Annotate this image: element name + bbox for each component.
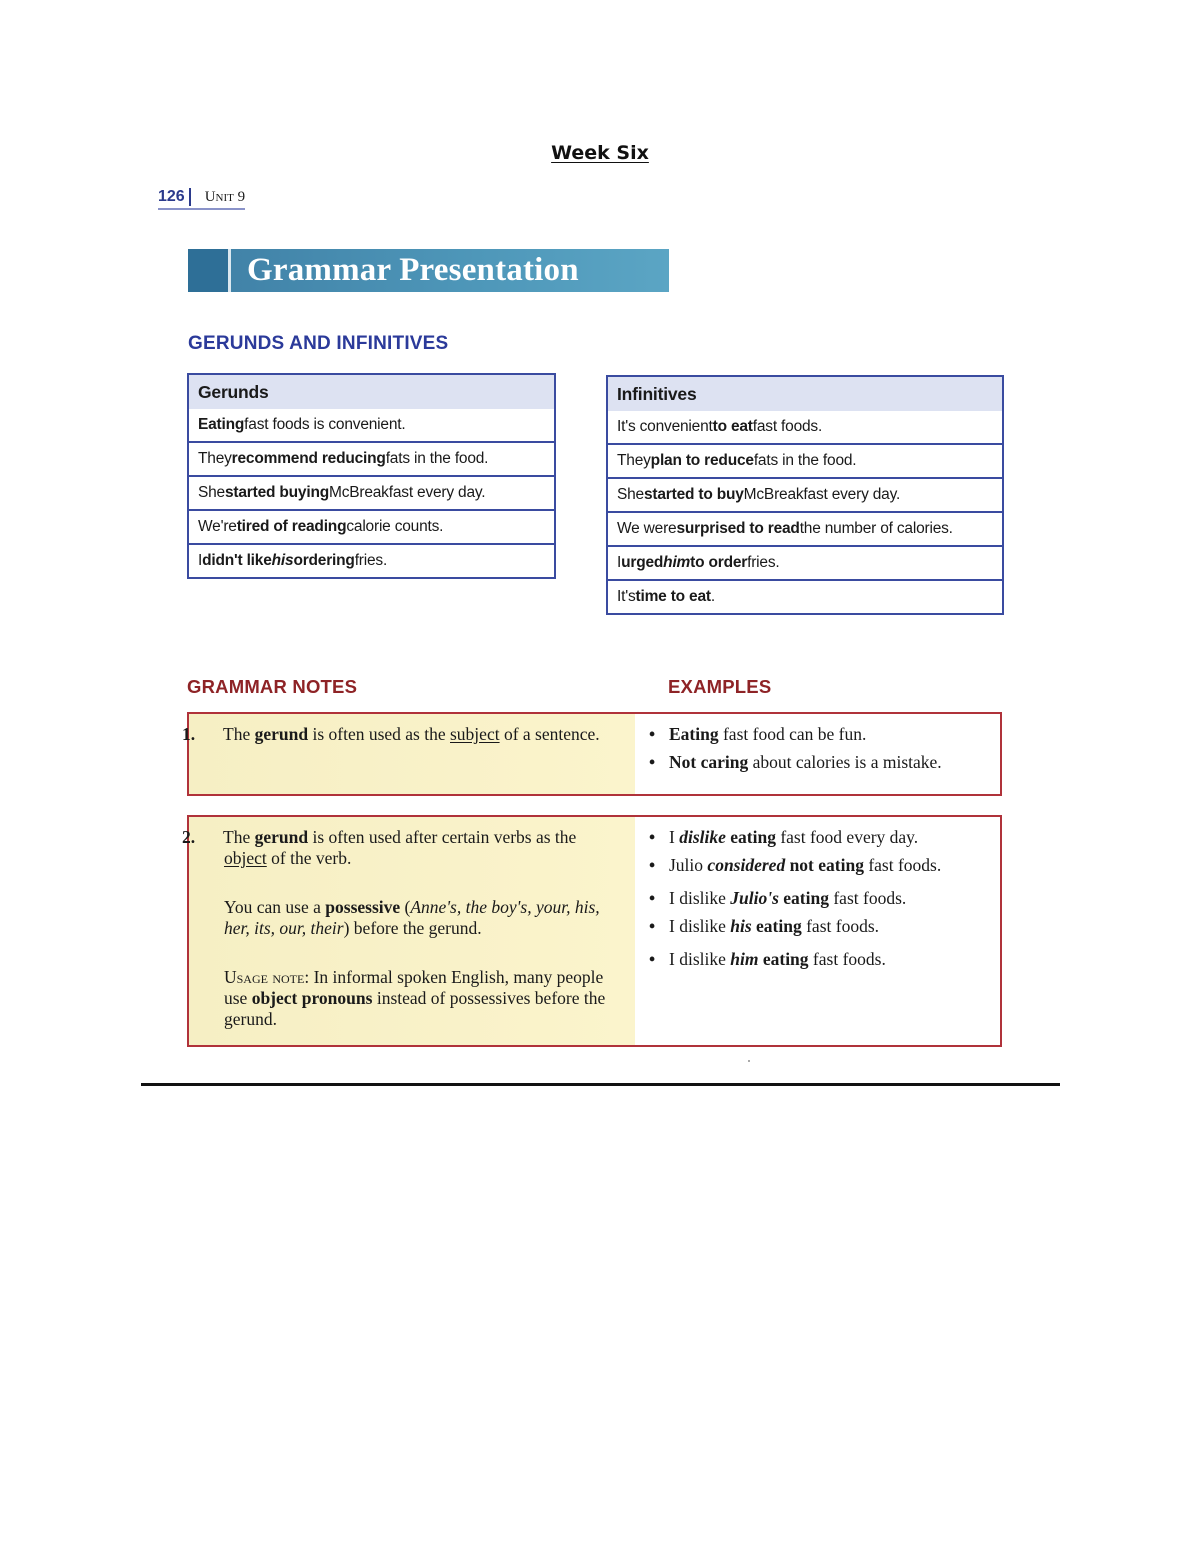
text-run: It's	[617, 588, 636, 605]
infinitives-table	[606, 375, 1004, 615]
text-run: not eating	[785, 855, 864, 875]
text-run: object	[224, 848, 267, 868]
example-item	[647, 827, 992, 848]
text-run: gerund	[254, 724, 309, 744]
text-run: She	[198, 484, 225, 501]
text-run: tired of reading	[236, 518, 347, 535]
text-run: to order	[690, 554, 748, 571]
example-group	[647, 888, 992, 937]
text-run: possessive	[325, 897, 401, 917]
text-run: considered	[707, 855, 786, 875]
week-title: Week Six	[551, 142, 649, 164]
text-run: ) before the gerund.	[343, 918, 482, 938]
text-run: his	[271, 552, 294, 569]
text-run: She	[617, 486, 644, 503]
gerunds-table-row	[189, 475, 554, 509]
scan-speck	[748, 1060, 750, 1062]
text-run: plan to reduce	[650, 452, 754, 469]
note-paragraph	[203, 967, 623, 1030]
text-run: I	[617, 554, 622, 571]
text-run: ordering	[293, 552, 355, 569]
infinitives-table-body	[608, 411, 1002, 613]
text-run: subject	[450, 724, 500, 744]
example-item	[647, 752, 992, 773]
text-run: Not caring	[669, 752, 749, 772]
unit-label: Unit 9	[204, 189, 246, 205]
gerunds-table-row	[189, 409, 554, 441]
text-run: I dislike	[669, 916, 731, 936]
text-run: The	[223, 827, 255, 847]
text-run: fast foods.	[801, 916, 880, 936]
grammar-note-2	[182, 815, 1002, 1047]
banner-cap	[188, 249, 231, 292]
gerunds-table-body	[189, 409, 554, 577]
note-text	[223, 827, 576, 868]
text-run: I dislike	[669, 888, 731, 908]
text-run: : In informal spoken English, many people use	[224, 967, 604, 1008]
example-group	[647, 949, 992, 970]
text-run: It's convenient	[617, 418, 713, 435]
text-run: You can use a	[224, 897, 326, 917]
text-run: time to eat	[635, 588, 711, 605]
example-group	[647, 827, 992, 876]
note-paragraph	[203, 897, 623, 939]
example-group	[647, 724, 992, 773]
text-run: We were	[617, 520, 677, 537]
text-run: dislike	[679, 827, 726, 847]
gerunds-table-header: Gerunds	[189, 375, 554, 409]
text-run: Usage note	[224, 967, 305, 987]
text-run: fast food can be fun.	[718, 724, 867, 744]
text-run: to eat	[712, 418, 753, 435]
text-run: .	[710, 588, 715, 605]
note-1-explanation	[182, 714, 635, 794]
text-run: him	[730, 949, 759, 969]
note-number: 2.	[182, 827, 196, 847]
examples-heading: EXAMPLES	[668, 676, 772, 697]
example-item	[647, 888, 992, 909]
note-1-examples	[635, 714, 1000, 794]
text-run: fries.	[354, 552, 388, 569]
grammar-note-1	[182, 712, 1002, 796]
text-run: him	[663, 554, 691, 571]
page-reference	[158, 188, 245, 210]
text-run: fast foods.	[752, 418, 823, 435]
text-run: McBreakfast every day.	[743, 486, 901, 503]
infinitives-table-row	[608, 579, 1002, 613]
text-run: The	[223, 724, 255, 744]
section-banner	[188, 249, 669, 292]
text-run: Eating	[198, 416, 245, 433]
text-run: recommend reducing	[231, 450, 386, 467]
text-run: fast foods.	[808, 949, 886, 969]
text-run: I	[669, 827, 680, 847]
text-run: about calories is a mistake.	[748, 752, 942, 772]
text-run: They	[198, 450, 232, 467]
text-run: the number of calories.	[799, 520, 953, 537]
text-run: fats in the food.	[753, 452, 857, 469]
text-run: calorie counts.	[346, 518, 444, 535]
text-run: fries.	[747, 554, 780, 571]
text-run: didn't like	[202, 552, 272, 569]
gerunds-table-row	[189, 509, 554, 543]
note-2-examples	[635, 817, 1000, 1045]
infinitives-table-header: Infinitives	[608, 377, 1002, 411]
example-item	[647, 724, 992, 745]
text-run: (	[400, 897, 411, 917]
note-text	[223, 724, 600, 744]
gerunds-table-row	[189, 441, 554, 475]
infinitives-table-row	[608, 511, 1002, 545]
gerunds-table-row	[189, 543, 554, 577]
text-run: instead of possessives before the gerund.	[224, 988, 606, 1029]
text-run: started buying	[224, 484, 329, 501]
text-run: is often used after certain verbs as the	[308, 827, 577, 847]
text-run: started to buy	[643, 486, 744, 503]
text-run: We're	[198, 518, 237, 535]
text-run: Julio	[669, 855, 708, 875]
text-run: fast food every day.	[775, 827, 919, 847]
text-run: his	[730, 916, 752, 936]
banner-title: Grammar Presentation	[247, 252, 579, 288]
text-run: eating	[751, 916, 802, 936]
section-heading: GERUNDS AND INFINITIVES	[188, 333, 449, 354]
text-run: I dislike	[669, 949, 731, 969]
note-paragraph	[182, 827, 623, 869]
text-run: urged	[621, 554, 664, 571]
text-run: eating	[778, 888, 829, 908]
text-run: eating	[725, 827, 776, 847]
example-item	[647, 949, 992, 970]
text-run: object pronouns	[251, 988, 373, 1008]
text-run: fast foods is convenient.	[244, 416, 406, 433]
text-run: gerund	[254, 827, 309, 847]
example-item	[647, 916, 992, 937]
text-run: of the verb.	[266, 848, 352, 868]
page-number: 126	[158, 188, 185, 205]
text-run: eating	[758, 949, 809, 969]
text-run: fast foods.	[828, 888, 907, 908]
text-run: Anne's, the boy's, your, his, her, its, our, their	[224, 897, 600, 938]
text-run: surprised to read	[676, 520, 800, 537]
text-run: McBreakfast every day.	[328, 484, 486, 501]
text-run: They	[617, 452, 651, 469]
infinitives-table-row	[608, 477, 1002, 511]
example-item	[647, 855, 992, 876]
text-run: fats in the food.	[385, 450, 489, 467]
text-run: fast foods.	[863, 855, 942, 875]
infinitives-table-row	[608, 545, 1002, 579]
infinitives-table-row	[608, 443, 1002, 477]
gerunds-table	[187, 373, 556, 579]
text-run: of a sentence.	[499, 724, 600, 744]
text-run: Eating	[669, 724, 719, 744]
horizontal-rule	[141, 1083, 1060, 1086]
page-separator	[189, 188, 191, 206]
text-run: Julio's	[730, 888, 779, 908]
note-paragraph	[182, 724, 623, 745]
grammar-notes-heading: GRAMMAR NOTES	[187, 676, 358, 697]
note-2-explanation	[182, 817, 635, 1045]
text-run: I	[198, 552, 203, 569]
infinitives-table-row	[608, 411, 1002, 443]
text-run: is often used as the	[308, 724, 450, 744]
note-number: 1.	[182, 724, 196, 744]
